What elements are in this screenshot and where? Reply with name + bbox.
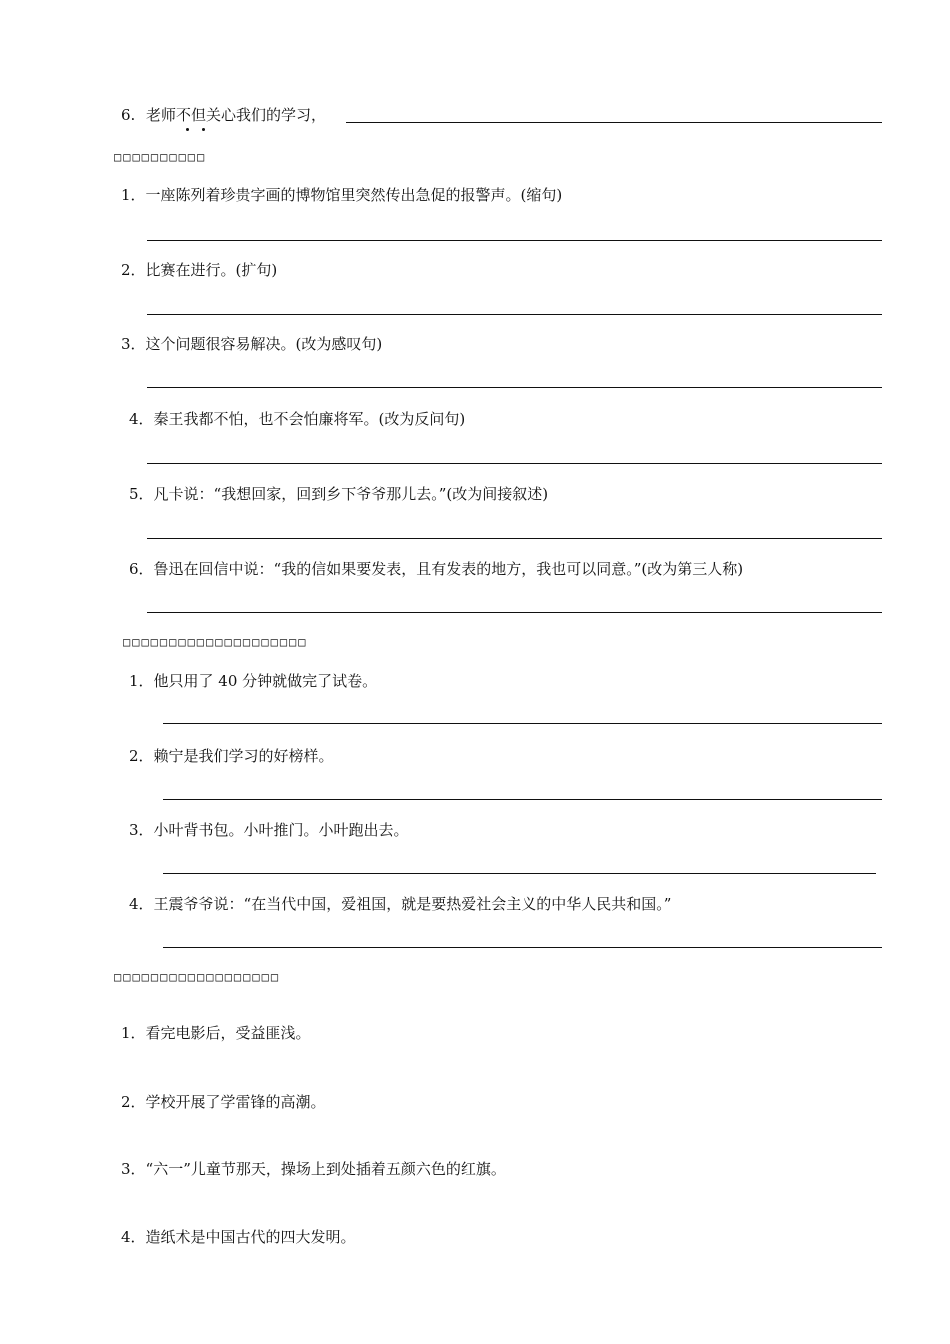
- question-item: 6．鲁迅在回信中说：“我的信如果要发表，且有发表的地方，我也可以同意。”(改为第三人称): [129, 560, 744, 578]
- answer-line[interactable]: [163, 799, 882, 800]
- section-header: □□□□□□□□□□: [114, 150, 207, 164]
- section-header: □□□□□□□□□□□□□□□□□□□□: [123, 635, 308, 649]
- question-item: 2．学校开展了学雷锋的高潮。: [121, 1093, 326, 1111]
- question-item: 4．造纸术是中国古代的四大发明。: [121, 1228, 356, 1246]
- question-item: 1．看完电影后，受益匪浅。: [121, 1024, 311, 1042]
- answer-line[interactable]: [346, 122, 882, 123]
- answer-line[interactable]: [147, 240, 882, 241]
- question-item: 2．赖宁是我们学习的好榜样。: [129, 747, 334, 765]
- question-text: 老师不但关心我们的学习，: [146, 106, 327, 124]
- answer-line[interactable]: [163, 723, 882, 724]
- question-item: 5．凡卡说：“我想回家，回到乡下爷爷那儿去。”(改为间接叙述): [129, 485, 549, 503]
- answer-line[interactable]: [147, 612, 882, 613]
- question-item: 3．这个问题很容易解决。(改为感叹句): [121, 335, 383, 353]
- question-item: 1．一座陈列着珍贵字画的博物馆里突然传出急促的报警声。(缩句): [121, 186, 563, 204]
- answer-line[interactable]: [147, 387, 882, 388]
- question-item: 1．他只用了 40 分钟就做完了试卷。: [129, 672, 378, 690]
- section-header: □□□□□□□□□□□□□□□□□□: [114, 970, 281, 984]
- emphasis-dot: [186, 128, 189, 131]
- question-item: 4．王震爷爷说：“在当代中国，爱祖国，就是要热爱社会主义的中华人民共和国。”: [129, 895, 672, 913]
- question-item: 2．比赛在进行。(扩句): [121, 261, 278, 279]
- answer-line[interactable]: [147, 314, 882, 315]
- answer-line[interactable]: [163, 947, 882, 948]
- question-number: 6.: [121, 106, 136, 124]
- answer-line[interactable]: [147, 538, 882, 539]
- answer-line[interactable]: [147, 463, 882, 464]
- question-item: 3．“六一”儿童节那天，操场上到处插着五颜六色的红旗。: [121, 1160, 506, 1178]
- answer-line[interactable]: [163, 873, 876, 874]
- question-item: 4．秦王我都不怕，也不会怕廉将军。(改为反问句): [129, 410, 466, 428]
- emphasis-dot: [202, 128, 205, 131]
- question-item: 3．小叶背书包。小叶推门。小叶跑出去。: [129, 821, 409, 839]
